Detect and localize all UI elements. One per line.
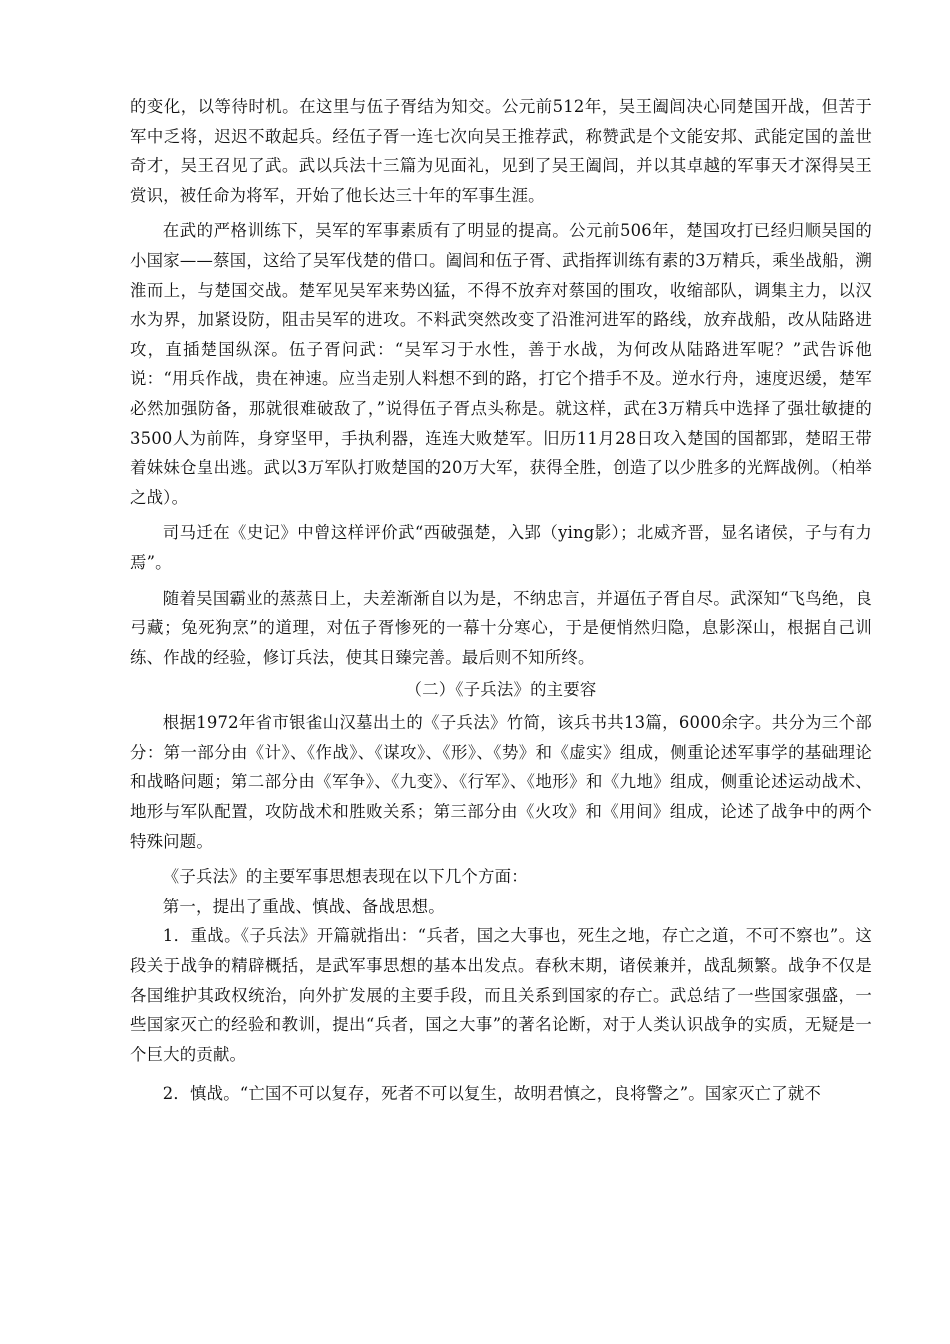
section-heading: （二）《子兵法》的主要容 <box>405 680 597 700</box>
paragraph-4: 随着吴国霸业的蒸蒸日上，夫差渐渐自以为是，不纳忠言，并逼伍子胥自尽。武深知“飞鸟绝，良弓藏；兔死狗烹”的道理，对伍子胥惨死的一幕十分寒心，于是便悄然归隐，息影深山，根据自己训练、作战的经验，修订兵法，使其日臻完善。最后则不知所终。 <box>130 588 872 667</box>
paragraph-9: 2．慎战。“亡国不可以复存，死者不可以复生，故明君慎之，良将警之”。国家灭亡了就不 <box>162 1084 822 1104</box>
paragraph-8: 1．重战。《子兵法》开篇就指出：“兵者，国之大事也，死生之地，存亡之道，不可不察也”。这段关于战争的精辟概括，是武军事思想的基本出发点。春秋末期，诸侯兼并，战乱频繁。战争不仅是各国维护其政权统治，向外扩发展的主要手段，而且关系到国家的存亡。武总结了一些国家强盛，一些国家灭亡的经验和教训，提出“兵者，国之大事”的著名论断，对于人类认识战争的实质，无疑是一个巨大的贡献。 <box>130 926 872 1064</box>
paragraph-6: 《子兵法》的主要军事思想表现在以下几个方面： <box>162 867 528 887</box>
paragraph-3: 司马迁在《史记》中曾这样评价武“西破强楚，入郢（ying影）；北威齐晋，显名诸侯，子与有力焉”。 <box>130 523 872 572</box>
document-page <box>130 92 872 1109</box>
paragraph-1: 的变化，以等待时机。在这里与伍子胥结为知交。公元前512年，吴王阖闾决心同楚国开战，但苦于军中乏将，迟迟不敢起兵。经伍子胥一连七次向吴王推荐武，称赞武是个文能安邦、武能定国的盖世奇才，吴王召见了武。武以兵法十三篇为见面礼，见到了吴王阖闾，并以其卓越的军事天才深得吴王赏识，被任命为将军，开始了他长达三十年的军事生涯。 <box>130 97 872 205</box>
paragraph-5: 根据1972年省市银雀山汉墓出土的《子兵法》竹简，该兵书共13篇，6000余字。共分为三个部分：第一部分由《计》、《作战》、《谋攻》、《形》、《势》和《虚实》组成，侧重论述军事学的基础理论和战略问题；第二部分由《军争》、《九变》、《行军》、《地形》和《九地》组成，侧重论述运动战术、地形与军队配置，攻防战术和胜败关系；第三部分由《火攻》和《用间》组成，论述了战争中的两个特殊问题。 <box>130 713 872 851</box>
paragraph-7: 第一，提出了重战、慎战、备战思想。 <box>162 896 445 916</box>
paragraph-spacer <box>130 1069 872 1079</box>
paragraph-2: 在武的严格训练下，吴军的军事素质有了明显的提高。公元前506年，楚国攻打已经归顺吴国的小国家——蔡国，这给了吴军伐楚的借口。阖闾和伍子胥、武指挥训练有素的3万精兵，乘坐战船，溯淮而上，与楚国交战。楚军见吴军来势凶猛，不得不放弃对蔡国的围攻，收缩部队，调集主力，以汉水为界，加紧设防，阻击吴军的进攻。不料武突然改变了沿淮河进军的路线，放弃战船，改从陆路进攻，直插楚国纵深。伍子胥问武：“吴军习于水性，善于水战，为何改从陆路进军呢？”武告诉他说：“用兵作战，贵在神速。应当走别人料想不到的路，打它个措手不及。逆水行舟，速度迟缓，楚军必然加强防备，那就很难破敌了，”说得伍子胥点头称是。就这样，武在3万精兵中选择了强壮敏捷的3500人为前阵，身穿坚甲，手执利器，连连大败楚军。旧历11月28日攻入楚国的国都郢，楚昭王带着妹妹仓皇出逃。武以3万军队打败楚国的20万大军，获得全胜，创造了以少胜多的光辉战例。（柏举之战）。 <box>130 221 872 507</box>
